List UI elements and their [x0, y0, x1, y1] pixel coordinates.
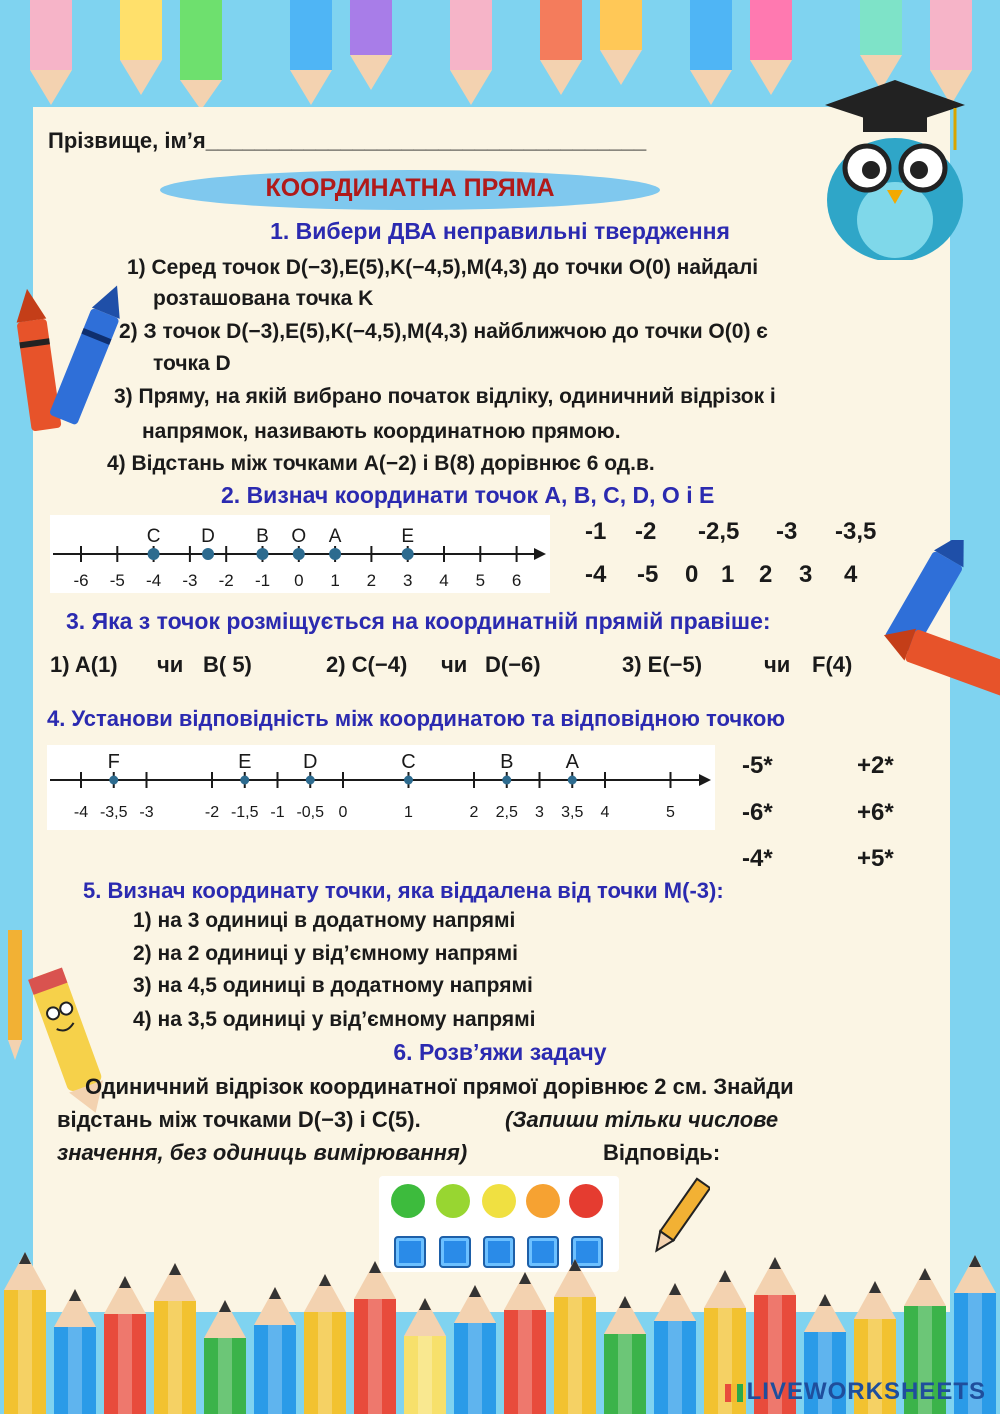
task4-number-line: [47, 745, 715, 830]
number-line-point-label: C: [146, 526, 161, 547]
task3-item-1-or: чи: [157, 652, 184, 677]
number-line-point: [202, 548, 214, 560]
number-line-tick-label: -1: [270, 804, 285, 821]
number-line-point-label: B: [256, 526, 269, 547]
task4-number-line-box: [47, 745, 715, 830]
number-line-arrow-icon: [699, 774, 711, 786]
task3-item-1-b: B( 5): [203, 652, 252, 677]
number-line-tick-label: -3,5: [99, 804, 128, 821]
task5-item: 3) на 4,5 одиниці в додатному напрямі: [133, 974, 533, 997]
task5-heading: 5. Визнач координату точки, яка віддалена від точки М(-3):: [83, 878, 724, 903]
pencil-lead: [119, 1276, 131, 1288]
page-title: КООРДИНАТНА ПРЯМА: [265, 174, 555, 202]
number-line-point: [240, 776, 249, 785]
pencil-lead: [819, 1294, 831, 1306]
number-line-point: [404, 776, 413, 785]
number-line-tick-label: 3: [402, 571, 413, 590]
pencil-stripe: [618, 1334, 632, 1414]
pencil-lead: [169, 1263, 181, 1275]
task4-heading: 4. Установи відповідність між координатою та відповідною точкою: [47, 706, 786, 731]
number-line-point: [109, 776, 118, 785]
task6-line2b: (Запиши тільки числове: [505, 1107, 779, 1132]
pencil-stripe: [668, 1321, 682, 1414]
pencil-stripe: [118, 1314, 132, 1414]
number-line-point-label: D: [201, 526, 215, 547]
task2-number-line: [50, 515, 550, 593]
pencil-stripe: [518, 1310, 532, 1414]
task2-heading: 2. Визнач координати точок A, B, C, D, O і E: [221, 482, 715, 508]
pencil-lead: [419, 1298, 431, 1310]
pencil-lead: [869, 1281, 881, 1293]
pencil-lead: [319, 1274, 331, 1286]
number-line-tick-label: -2: [218, 571, 234, 590]
task3-item-2-a: 2) C(−4): [326, 652, 408, 677]
number-line-point-label: D: [303, 751, 318, 773]
number-line-tick-label: 3,5: [561, 804, 584, 821]
number-line-point: [293, 548, 305, 560]
task1-item-2-line2: точка D: [153, 352, 231, 375]
liveworksheets-logo: [725, 1378, 986, 1406]
number-line-tick-label: 3: [535, 804, 544, 821]
number-line-tick-label: 4: [600, 804, 610, 821]
task5-item: 1) на 3 одиниці в додатному напрямі: [133, 909, 516, 932]
number-line-point-label: F: [107, 751, 120, 773]
pencil-lead: [569, 1259, 581, 1271]
number-line-tick-label: 0: [338, 804, 348, 821]
pencil-lead: [469, 1285, 481, 1297]
task2-option[interactable]: 1: [721, 561, 735, 588]
number-line-tick-label: 0: [294, 571, 304, 590]
pencil-stripe: [418, 1336, 432, 1414]
task1-item-2-line1: 2) З точок D(−3),E(5),K(−4,5),M(4,3) найближчою до точки O(0) є: [119, 320, 768, 343]
sad-face-icon: [526, 1184, 560, 1218]
task5-item: 2) на 2 одиниці у від’ємному напрямі: [133, 942, 518, 965]
number-line-tick-label: -5: [109, 571, 125, 590]
task2-option[interactable]: -5: [637, 561, 659, 588]
number-line-point: [329, 548, 341, 560]
number-line-point-label: E: [238, 751, 252, 773]
task4-option-left[interactable]: -5*: [742, 752, 773, 779]
number-line-tick-label: 2: [366, 571, 377, 590]
task1-item-4-line1: 4) Відстань між точками A(−2) і B(8) дорівнює 6 од.в.: [107, 452, 655, 475]
number-line-tick-label: 2: [469, 804, 479, 821]
very-sad-face-icon: [569, 1184, 603, 1218]
pencil-lead: [619, 1296, 631, 1308]
pencil-stripe: [318, 1312, 332, 1414]
task2-option[interactable]: -3: [776, 518, 798, 545]
pencil-stripe: [368, 1299, 382, 1414]
pencil-stripe: [218, 1338, 232, 1414]
task3-item-1-a: 1) A(1): [50, 652, 118, 677]
task3-item-3-b: F(4): [812, 652, 853, 677]
pencil-lead: [769, 1257, 781, 1269]
pencil-lead: [919, 1268, 931, 1280]
number-line-point-label: A: [328, 526, 342, 547]
number-line-tick-label: 2,5: [495, 804, 518, 821]
task4-option-right[interactable]: +5*: [857, 845, 894, 872]
neutral-face-icon: [482, 1184, 516, 1218]
pencil-lead: [369, 1261, 381, 1273]
liveworksheets-logo-icon: [725, 1384, 743, 1402]
task4-option-left[interactable]: -6*: [742, 799, 773, 826]
pencil-stripe: [468, 1323, 482, 1414]
task3-item-3-a: 3) E(−5): [622, 652, 703, 677]
liveworksheets-brand-text: LIVEWORKSHEETS: [746, 1378, 986, 1405]
task1-item-1-line1: 1) Серед точок D(−3),E(5),K(−4,5),M(4,3) до точки O(0) найдалі: [127, 256, 759, 279]
task3-item-3-or: чи: [764, 652, 791, 677]
task3-heading: 3. Яка з точок розміщується на координатній прямій правіше:: [66, 608, 771, 634]
task2-option[interactable]: -4: [585, 561, 607, 588]
number-line-tick-label: 6: [511, 571, 522, 590]
pencil-lead: [719, 1270, 731, 1282]
number-line-tick-label: -2: [204, 804, 220, 821]
pencil-stripe: [268, 1325, 282, 1414]
pencil-lead: [19, 1252, 31, 1264]
number-line-tick-label: -4: [73, 804, 89, 821]
number-line-point: [502, 776, 511, 785]
number-line-tick-label: -1: [254, 571, 271, 590]
crayons-right-decoration: [880, 540, 1000, 720]
pencil-stripe: [68, 1327, 82, 1414]
number-line-arrow-icon: [534, 548, 546, 560]
task1-item-3-line2: напрямок, називають координатною прямою.: [142, 420, 621, 443]
pencil-stripe: [568, 1297, 582, 1414]
number-line-tick-label: 4: [439, 571, 449, 590]
pencil-lead: [969, 1255, 981, 1267]
task2-option[interactable]: 0: [685, 561, 699, 588]
task1-item-3-line1: 3) Пряму, на якій вибрано початок відліку, одиничний відрізок і: [114, 385, 776, 408]
number-line-tick-label: 5: [666, 804, 675, 821]
number-line-point: [148, 548, 160, 560]
number-line-tick-label: -4: [146, 571, 162, 590]
pencil-lead: [219, 1300, 231, 1312]
pencil-lead: [519, 1272, 531, 1284]
number-line-point-label: B: [500, 751, 514, 773]
crayons-left-decoration: [8, 280, 128, 440]
task1-heading: 1. Вибери ДВА неправильні твердження: [270, 218, 730, 244]
number-line-tick-label: -6: [73, 571, 89, 590]
task2-option[interactable]: 2: [759, 561, 773, 588]
task6-line2a: відстань між точками D(−3) і C(5).: [57, 1107, 421, 1132]
task6-heading: 6. Розв’яжи задачу: [393, 1039, 607, 1065]
task2-option[interactable]: -2,5: [698, 518, 740, 545]
number-line-point: [306, 776, 315, 785]
number-line-point-label: O: [291, 526, 307, 547]
task3-item-2-or: чи: [441, 652, 468, 677]
number-line-tick-label: 5: [475, 571, 486, 590]
task2-option[interactable]: -2: [635, 518, 657, 545]
number-line-tick-label: 1: [330, 571, 340, 590]
task2-option[interactable]: 4: [844, 561, 858, 588]
number-line-point: [257, 548, 269, 560]
task2-option[interactable]: -1: [585, 518, 607, 545]
pencil-lead: [69, 1289, 81, 1301]
number-line-point-label: C: [401, 751, 416, 773]
number-line-point: [402, 548, 414, 560]
task6-line3a: значення, без одиниць вимірювання): [57, 1140, 468, 1165]
task6-answer-label: Відповідь:: [603, 1140, 721, 1165]
number-line-point-label: A: [565, 751, 579, 773]
task4-option-left[interactable]: -4*: [742, 845, 773, 872]
task2-option[interactable]: 3: [799, 561, 813, 588]
small-pencil-icon: [650, 1172, 710, 1262]
task5-item: 4) на 3,5 одиниці у від’ємному напрямі: [133, 1008, 536, 1031]
number-line-point-label: E: [401, 526, 415, 547]
task2-number-line-box: [50, 515, 550, 593]
pencil-lead: [269, 1287, 281, 1299]
number-line-tick-label: 1: [404, 804, 413, 821]
pencil-stripe: [18, 1290, 32, 1414]
number-line-tick-label: -0,5: [296, 804, 325, 821]
task2-option[interactable]: -3,5: [835, 518, 877, 545]
task6-line1: Одиничний відрізок координатної прямої дорівнює 2 см. Знайди: [85, 1074, 794, 1099]
task3-item-2-b: D(−6): [485, 652, 541, 677]
number-line-point: [568, 776, 577, 785]
name-field-label: Прізвище, ім’я____________________________________: [48, 128, 647, 153]
number-line-tick-label: -1,5: [230, 804, 259, 821]
happy-face-icon: [436, 1184, 470, 1218]
pencil-stripe: [168, 1301, 182, 1414]
very-happy-face-icon: [391, 1184, 425, 1218]
task1-item-1-line2: розташована точка K: [153, 287, 374, 310]
pencil-lead: [669, 1283, 681, 1295]
task4-option-right[interactable]: +6*: [857, 799, 894, 826]
number-line-tick-label: -3: [182, 571, 198, 590]
task4-option-right[interactable]: +2*: [857, 752, 894, 779]
number-line-tick-label: -3: [139, 804, 154, 821]
